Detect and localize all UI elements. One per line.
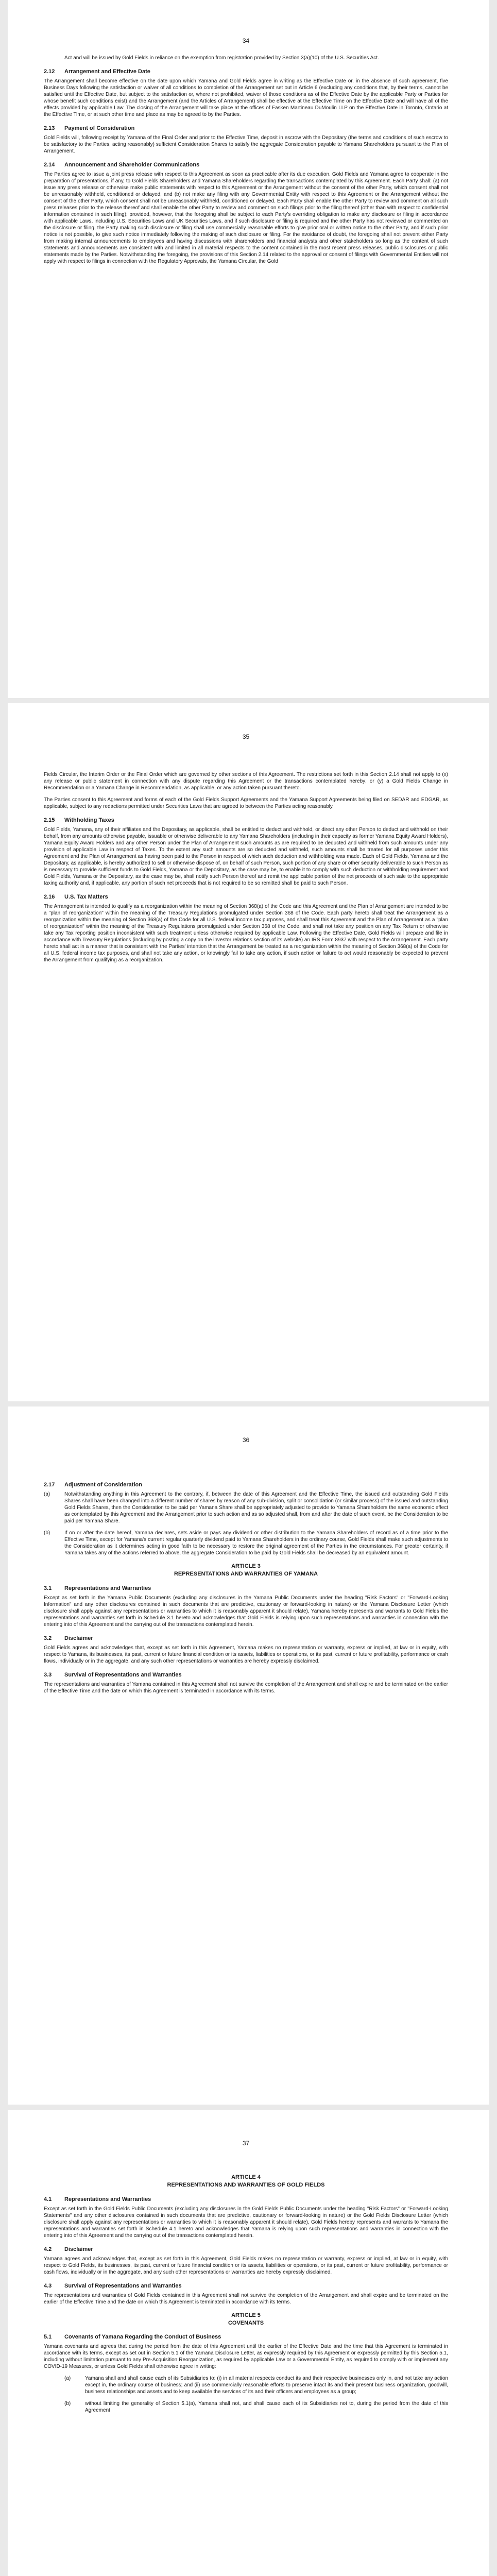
paragraph: Except as set forth in the Yamana Public Documents (excluding any disclosures in the Yamana Public Documents under the heading "Risk Factors" or "Forward-Looking Information" and any other disclosures contained in such documents that are predictive, cautionary or forward-looking in nature) or the Yamana Disclosure Letter (which disclosure shall apply against any representations or warranties to which it is reasonably apparent it should relate), Yamana hereby represents and warrants to Gold Fields the representations and warranties set forth in Schedule 3.1 hereto and acknowledges that Gold Fields is relying upon such representations and warranties in connection with the entering into of this Agreement and the carrying out of the transactions contemplated herein. [44,1595,448,1628]
clause-b: (b) If on or after the date hereof, Yamana declares, sets aside or pays any dividend or other distribution to the Yamana Shareholders of record as of a time prior to the Effective Time, except for Yamana's current regular quarterly dividend paid to Yamana Shareholders in the ordinary course, Gold Fields shall make such adjustments to the Consideration as it determines acting in good faith to be necessary to restore the original agreement of the Parties in the circumstances. For greater certainty, if Yamana takes any of the actions referred to above, the aggregate Consideration to be paid by Gold Fields shall be decreased by an equivalent amount. [44,1530,448,1556]
paragraph: Yamana covenants and agrees that during the period from the date of this Agreement until the earlier of the Effective Date and the time that this Agreement is terminated in accordance with its terms, except as set out in Section 5.1 of the Yamana Disclosure Letter, as expressly required by this Agreement or expressly permitted by this Section 5.1, including without limitation pursuant to any Pre-Acquisition Reorganization, as required by applicable Law or a Governmental Entity, as required to comply with or implement any COVID-19 Measures, or unless Gold Fields shall otherwise agree in writing: [44,2344,448,2370]
section-heading-5-1: 5.1 Covenants of Yamana Regarding the Conduct of Business [44,2334,221,2341]
paragraph: Except as set forth in the Gold Fields Public Documents (excluding any disclosures in the Gold Fields Public Documents under the heading "Risk Factors" or "Forward-Looking Statements" and any other disclosures contained in such documents that are predictive, cautionary or forward-looking in nature) or the Gold Fields Disclosure Letter (which disclosure shall apply against any representations or warranties to which it is reasonably apparent it should relate), Gold Fields hereby represents and warrants to Yamana the representations and warranties set forth in Schedule 4.1 hereto and acknowledges that Yamana is relying upon such representations and warranties in connection with the entering into of this Agreement and the carrying out of the transactions contemplated herein. [44,2206,448,2239]
article-heading-4: ARTICLE 4 REPRESENTATIONS AND WARRANTIES OF GOLD FIELDS [167,2174,325,2188]
paragraph: Gold Fields, Yamana, any of their affiliates and the Depositary, as applicable, shall be entitled to deduct and withhold, or direct any other Person to deduct and withhold on their behalf, from any amounts otherwise payable, issuable or otherwise deliverable to any Yamana Shareholders (including in their capacity as former Yamana Equity Award Holders), Yamana Equity Award Holders and any other Person under the Plan of Arrangement such amounts as are required to be deducted and withheld from such amounts under any provision of applicable Law in respect of Taxes. To the extent any such amounts are so deducted and withheld, such amounts shall be treated for all purposes under this Agreement and the Plan of Arrangement as having been paid to the Person in respect of which such deduction and withholding was made. Each of Gold Fields, Yamana and the Depositary, as applicable, is hereby authorized to sell or otherwise dispose of, on behalf of such Person, such portion of any share or other security deliverable to such Person as is necessary to provide sufficient funds to Gold Fields, Yamana or the Depositary, as the case may be, to enable it to comply with such deduction or withholding requirement and Gold Fields, Yamana or the Depositary, as the case may be, shall notify such Person thereof and remit the applicable portion of the net proceeds of such sale to the appropriate taxing authority and, if applicable, any portion of such net proceeds that is not required to be so remitted shall be paid to such Person. [44,827,448,886]
section-heading-4-1: 4.1 Representations and Warranties [44,2196,151,2202]
page-number: 34 [242,37,250,44]
paragraph: The Parties agree to issue a joint press release with respect to this Agreement as soon as practicable after its due execution. Gold Fields and Yamana agree to cooperate in the preparation of presentations, if any, to Gold Fields Shareholders and Yamana Shareholders regarding the transactions contemplated by this Agreement. Each Party shall: (a) not issue any press release or otherwise make public statements with respect to this Agreement or the Arrangement without the consent of the other Party, which consent shall not be unreasonably withheld, conditioned or delayed, and (b) not make any filing with any Governmental Entity with respect to this Agreement or the Arrangement without the consent of the other Party, which consent shall not be unreasonably withheld, conditioned or delayed. Each Party shall enable the other Party to review and comment on all such press releases prior to the release thereof and shall enable the other Party to review and comment on such filings prior to the filing thereof (other than with respect to confidential information contained in such filing); provided, however, that the foregoing shall be subject to each Party's overriding obligation to make any disclosure or filing in accordance with applicable Laws, including U.S. Securities Laws and UK Securities Laws, and if such disclosure or filing is required and the other Party has not reviewed or commented on the disclosure or filing, the Party making such disclosure or filing shall use commercially reasonable efforts to give prior oral or written notice to the other Party, and if such prior notice is not possible, to give such notice immediately following the making of such disclosure or filing. For the avoidance of doubt, the foregoing shall not prevent either Party from making internal announcements to employees and having discussions with shareholders and financial analysts and other stakeholders so long as the content of such statements and announcements are consistent with and limited in all material respects to the content contained in the most recent press releases, public disclosures or public statements made by the Parties. Notwithstanding the foregoing, the provisions of this Section 2.14 related to the approval or consent of filings with Governmental Entities will not apply with respect to filings in connection with the Regulatory Approvals, the Yamana Circular, the Gold [44,172,448,264]
paragraph: The Arrangement shall become effective on the date upon which Yamana and Gold Fields agree in writing as the Effective Date or, in the absence of such agreement, five Business Days following the satisfaction or waiver of all conditions to completion of the Arrangement set out in Article 6 (excluding any conditions that, by their terms, cannot be satisfied until the Effective Date, but subject to the satisfaction or, where not prohibited, waiver of those conditions as of the Effective Date by the applicable Party or Parties for whose benefit such conditions exist) and the Arrangement (and the Articles of Arrangement) shall be effective at the Effective Time on the Effective Date and will have all of the effects provided by applicable Law. The closing of the Arrangement will take place at the offices of Fasken Martineau DuMoulin LLP on the Effective Date in Toronto, Ontario at the Effective Time, or at such other time and place as may be agreed to by the Parties. [44,78,448,117]
section-heading-2-13: 2.13 Payment of Consideration [44,125,135,131]
paragraph: Gold Fields will, following receipt by Yamana of the Final Order and prior to the Effective Time, deposit in escrow with the Depositary (the terms and conditions of such escrow to be satisfactory to the Parties, acting reasonably) sufficient Consideration Shares to satisfy the aggregate Consideration payable to Yamana Shareholders pursuant to the Plan of Arrangement. [44,135,448,154]
paragraph: Act and will be issued by Gold Fields in reliance on the exemption from registration provided by Section 3(a)(10) of the U.S. Securities Act. [64,55,379,61]
paragraph: Fields Circular, the Interim Order or the Final Order which are governed by other sections of this Agreement. The restrictions set forth in this Section 2.14 shall not apply to (x) any release or public statement in connection with any dispute regarding this Agreement or the transactions contemplated hereby; or (y) a Gold Fields Change in Recommendation or a Yamana Change in Recommendation, as applicable, or any action taken pursuant thereto. [44,772,448,791]
section-heading-3-3: 3.3 Survival of Representations and Warranties [44,1671,182,1678]
page-34 [8,0,489,698]
clause-a: (a) Yamana shall and shall cause each of its Subsidiaries to: (i) in all material respects conduct its and their respective businesses only in, and not take any action except in, the ordinary course of business; and (ii) use commercially reasonable efforts to preserve intact its and their present business organization, goodwill, business relationships and assets and to keep available the services of its and their officers and employees as a group; [64,2376,448,2395]
section-heading-3-1: 3.1 Representations and Warranties [44,1585,151,1591]
clause-b: (b) without limiting the generality of Section 5.1(a), Yamana shall not, and shall cause each of its Subsidiaries not to, during the period from the date of this Agreement [64,2401,448,2414]
page-37 [8,2110,489,2576]
section-heading-2-17: 2.17 Adjustment of Consideration [44,1482,142,1488]
clause-a: (a) Notwithstanding anything in this Agreement to the contrary, if, between the date of this Agreement and the Effective Time, the issued and outstanding Gold Fields Shares shall have been changed into a different number of shares by reason of any sub-division, split or consolidation (or similar process) of the issued and outstanding Gold Fields Shares, then the Consideration to be paid per Yamana Share shall be appropriately adjusted to provide to Yamana Shareholders the same economic effect as contemplated by this Agreement and the Arrangement prior to such action and as so adjusted shall, from and after the date of such event, be the Consideration to be paid per Yamana Share. [44,1492,448,1524]
page-number: 35 [242,733,250,740]
section-heading-4-3: 4.3 Survival of Representations and Warranties [44,2282,182,2289]
paragraph: The Arrangement is intended to qualify as a reorganization within the meaning of Section 368(a) of the Code and this Agreement and the Plan of Arrangement are intended to be a "plan of reorganization" within the meaning of the Treasury Regulations promulgated under Section 368 of the Code. Each party hereto shall treat the Arrangement as a reorganization within the meaning of Section 368(a) of the Code for all U.S. federal income tax purposes, and shall treat this Agreement and the Plan of Arrangement as a "plan of reorganization" within the meaning of the Treasury Regulations promulgated under Section 368 of the Code, and shall not take any position on any Tax Return or otherwise take any Tax reporting position inconsistent with such treatment unless otherwise required by applicable Law. Following the Effective Date, Gold Fields will prepare and file in accordance with Treasury Regulations (including by posting a copy on the investor relations section of its website) an IRS Form 8937 with respect to the Arrangement. Each party hereto shall act in a manner that is consistent with the Parties' intention that the Arrangement be treated as a reorganization within the meaning of Section 368(a) of the Code for all U.S. federal income tax purposes, and shall not take any action, or knowingly fail to take any action, if such action or failure to act would reasonably be expected to prevent the Arrangement from qualifying as a reorganization. [44,904,448,963]
section-heading-4-2: 4.2 Disclaimer [44,2246,93,2252]
paragraph: The representations and warranties of Yamana contained in this Agreement shall not survive the completion of the Arrangement and shall expire and be terminated on the earlier of the Effective Time and the date on which this Agreement is terminated in accordance with its terms. [44,1681,448,1694]
page-35 [8,703,489,1401]
section-heading-3-2: 3.2 Disclaimer [44,1635,93,1641]
page-number: 36 [242,1436,250,1444]
page-36 [8,1406,489,2105]
paragraph: Yamana agrees and acknowledges that, except as set forth in this Agreement, Gold Fields makes no representation or warranty, express or implied, at law or in equity, with respect to Gold Fields, its businesses, its past, current or future financial condition or its assets, liabilities or operations, or its past, current or future profitability, performance or cash flows, individually or in the aggregate, and any such other representations or warranties are hereby expressly disclaimed. [44,2256,448,2275]
paragraph: The Parties consent to this Agreement and forms of each of the Gold Fields Support Agreements and the Yamana Support Agreements being filed on SEDAR and EDGAR, as applicable, subject to any redactions permitted under Securities Laws that are agreed to between the Parties acting reasonably. [44,797,448,809]
section-heading-2-12: 2.12 Arrangement and Effective Date [44,69,150,75]
page-number: 37 [242,2140,250,2147]
article-heading-5: ARTICLE 5 COVENANTS [228,2312,264,2326]
paragraph: The representations and warranties of Gold Fields contained in this Agreement shall not survive the completion of the Arrangement and shall expire and be terminated on the earlier of the Effective Time and the date on which this Agreement is terminated in accordance with its terms. [44,2292,448,2305]
section-heading-2-14: 2.14 Announcement and Shareholder Communications [44,162,200,168]
paragraph: Gold Fields agrees and acknowledges that, except as set forth in this Agreement, Yamana makes no representation or warranty, express or implied, at law or in equity, with respect to Yamana, its businesses, its past, current or future financial condition or its assets, liabilities or operations, or its past, current or future profitability, performance or cash flows, individually or in the aggregate, and any such other representations or warranties are hereby expressly disclaimed. [44,1645,448,1664]
section-heading-2-16: 2.16 U.S. Tax Matters [44,894,108,900]
article-heading-3: ARTICLE 3 REPRESENTATIONS AND WARRANTIES OF YAMANA [174,1563,318,1577]
section-heading-2-15: 2.15 Withholding Taxes [44,817,114,823]
